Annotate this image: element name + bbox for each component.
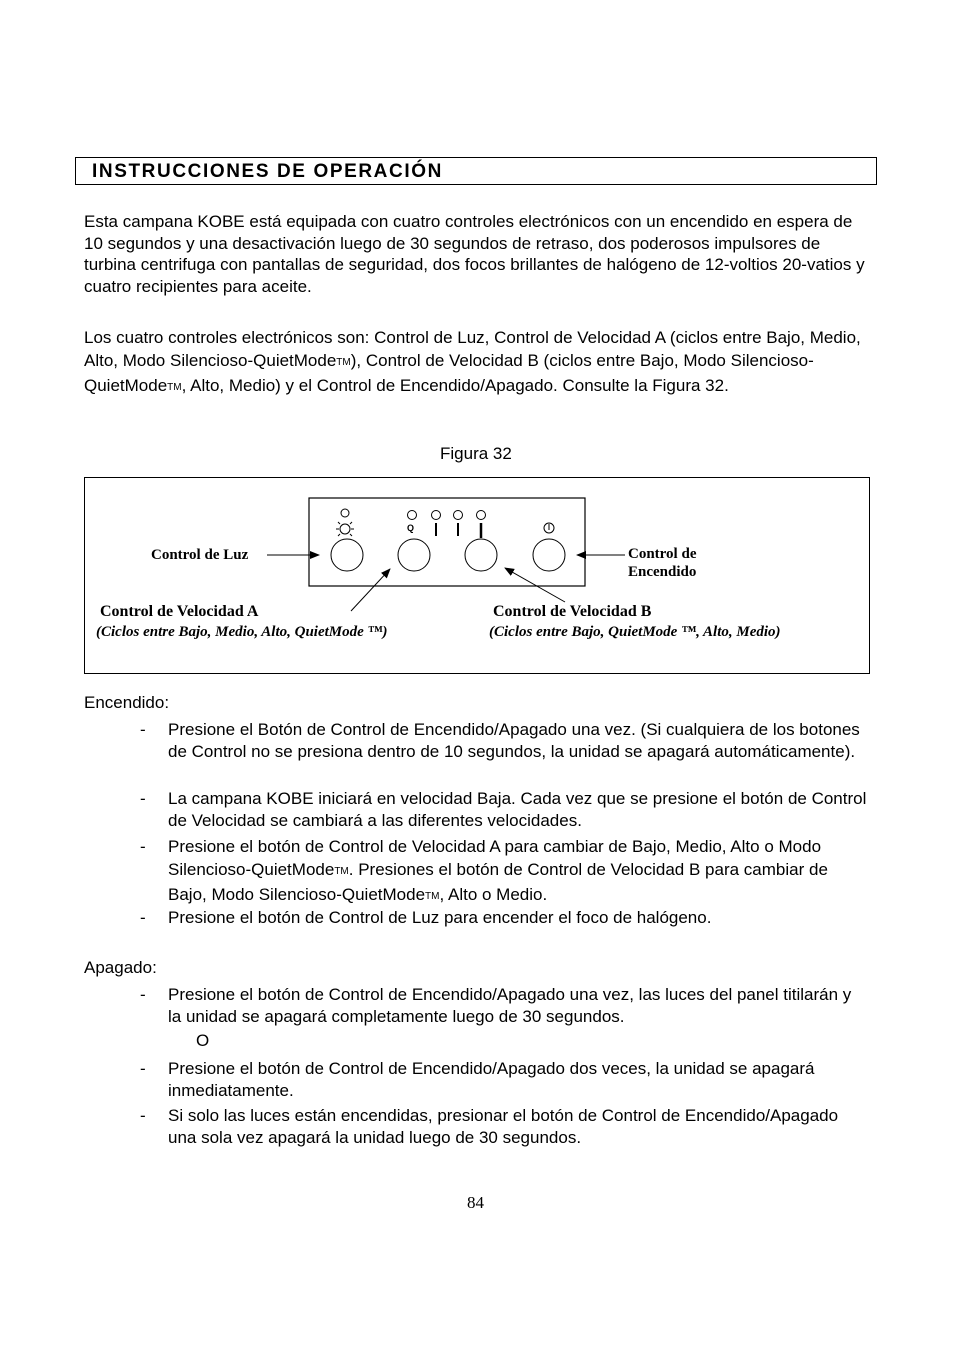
list-item: - Presione el botón de Control de Encendido/Apagado una vez, las luces del panel titilarán y la unidad se apagará completamente luego de 30 segundos. [140,985,852,1026]
page-number: 84 [467,1193,484,1212]
list-item: - Si solo las luces están encendidas, presionar el botón de Control de Encendido/Apagado una sola vez apagará la unidad luego de 30 segundos. [140,1106,839,1147]
list-item: - La campana KOBE iniciará en velocidad Baja. Cada vez que se presione el botón de Control de Velocidad se cambiará a las diferentes velocidades. [140,789,867,830]
figure-32-diagram [84,477,870,674]
control-panel-drawing [85,478,871,675]
speed-b-indicator-icons [454,511,486,539]
speed-a-button [398,539,430,571]
list-item: - Presione el botón de Control de Velocidad A para cambiar de Bajo, Medio, Alto o Modo Silencioso-QuietModeTM. Presiones el botón de Control de Velocidad B para cambiar de Bajo, Modo Silencioso-QuietModeTM, Alto o Medio. [140,837,828,904]
figure-caption: Figura 32 [440,444,512,463]
controls-paragraph: Los cuatro controles electrónicos son: Control de Luz, Control de Velocidad A (ciclos entre Bajo, Medio, Alto, Modo Silencioso-QuietModeTM), Control de Velocidad B (ciclos entre Bajo, Modo Silencioso-QuietModeTM, Alto, Medio) y el Control de Encendido/Apagado. Consulte la Figura 32. [84,328,861,395]
label-velocidad-a-cycle: (Ciclos entre Bajo, Medio, Alto, QuietMode ™) [96,624,388,640]
list-item: - Presione el Botón de Control de Encendido/Apagado una vez. (Si cualquiera de los botones de Control no se presiona dentro de 10 segundos, la unidad se apagará automáticamente). [140,720,860,761]
power-icon [544,523,554,533]
intro-paragraph: Esta campana KOBE está equipada con cuatro controles electrónicos con un encendido en espera de 10 segundos y una desactivación luego de 30 segundos de retraso, dos poderosos impulsores de turbina centrifuga con pantallas de seguridad, dos focos brillantes de halógeno de 12-voltios 20-vatios y cuatro recipientes para aceite. [84,212,865,296]
label-control-encendido-1: Control de [628,546,697,562]
speed-b-button [465,539,497,571]
power-button [533,539,565,571]
light-bulb-icon [336,509,354,536]
quiet-mode-q-label: Q [407,523,415,533]
light-control-button [331,539,363,571]
label-control-luz: Control de Luz [151,547,249,563]
apagado-title: Apagado: [84,958,157,977]
list-item: - Presione el botón de Control de Luz para encender el foco de halógeno. [140,908,712,927]
or-separator: O [196,1031,210,1050]
section-heading-box [75,157,877,185]
label-velocidad-b: Control de Velocidad B [493,603,652,620]
arrow-vel-b [505,568,565,602]
encendido-title: Encendido: [84,693,170,712]
label-control-encendido-2: Encendido [628,564,697,580]
arrow-vel-a [351,569,390,611]
label-velocidad-a: Control de Velocidad A [100,603,259,620]
list-item: - Presione el botón de Control de Encendido/Apagado dos veces, la unidad se apagará inmediatamente. [140,1059,815,1100]
label-velocidad-b-cycle: (Ciclos entre Bajo, QuietMode ™, Alto, Medio) [489,624,781,640]
section-heading: INSTRUCCIONES DE OPERACIÓN [92,161,443,182]
